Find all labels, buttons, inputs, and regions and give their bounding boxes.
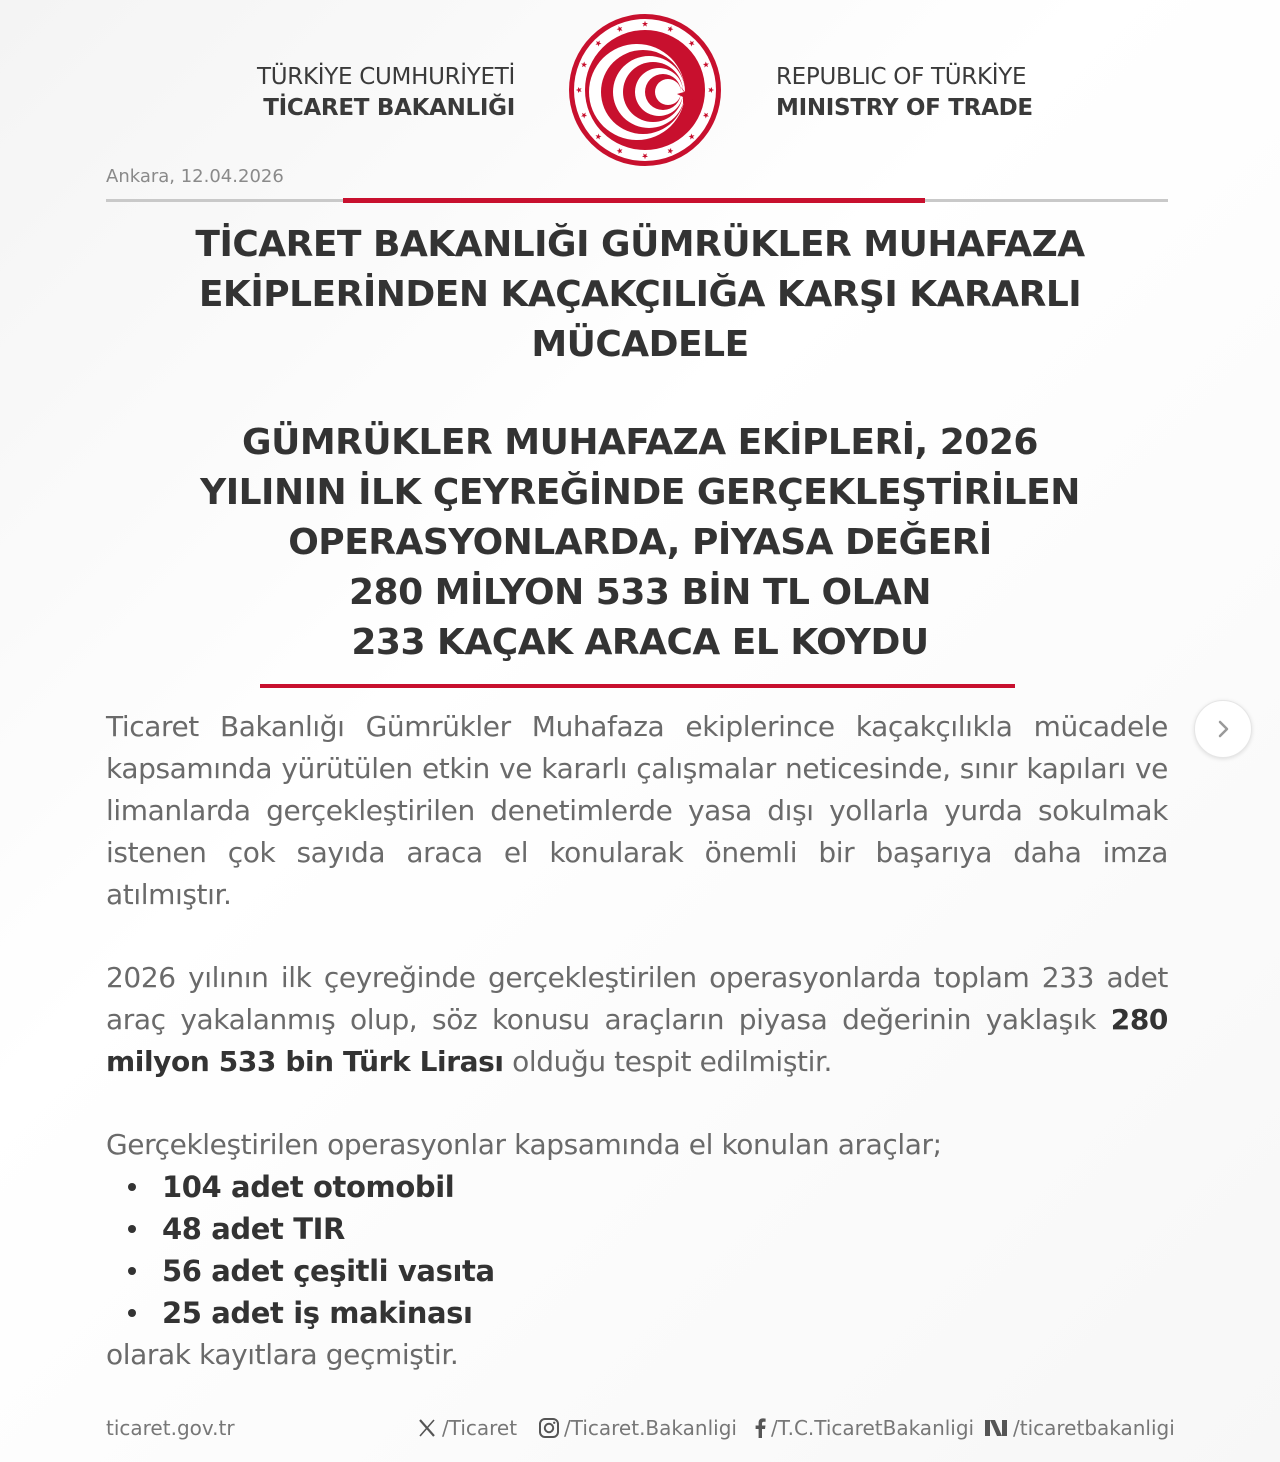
nsosyal-handle: /ticaretbakanligi <box>1013 1416 1175 1440</box>
footer <box>0 1410 1280 1450</box>
x-handle: /Ticaret <box>442 1416 518 1440</box>
body-paragraph-3: Gerçekleştirilen operasyonlar kapsamında el konulan araçlar; <box>106 1128 942 1161</box>
list-item-text: 104 adet otomobil <box>162 1170 455 1204</box>
header-english <box>776 62 1116 124</box>
next-slide-button[interactable] <box>1194 700 1252 758</box>
list-item <box>128 1166 495 1208</box>
list-item-text: 56 adet çeşitli vasıta <box>162 1254 495 1288</box>
subtitle-line: YILININ İLK ÇEYREĞİNDE GERÇEKLEŞTİRİLEN <box>200 472 1080 513</box>
ministry-emblem-icon <box>567 12 723 168</box>
header-right-line1: REPUBLIC OF TÜRKİYE <box>776 64 1027 90</box>
body-paragraph-1: Ticaret Bakanlığı Gümrükler Muhafaza ekiplerince kaçakçılıkla mücadele kapsamında yürütülen etkin ve kararlı çalışmalar neticesinde, sınır kapıları ve limanlarda gerçekleştirilen denetimlerde yasa dışı yollarla yurda sokulmak istenen çok sayıda araca el konularak önemli bir başarıya daha imza atılmıştır. <box>106 710 1168 911</box>
list-item <box>128 1292 495 1334</box>
subtitle-line: 280 MİLYON 533 BİN TL OLAN <box>348 572 932 613</box>
vehicle-list <box>128 1166 495 1334</box>
page-title: TİCARET BAKANLIĞI GÜMRÜKLER MUHAFAZA EKİPLERİNDEN KAÇAKÇILIĞA KARŞI KARARLI MÜCADELE <box>195 224 1085 365</box>
bullet-icon <box>128 1225 136 1233</box>
subtitle-line: GÜMRÜKLER MUHAFAZA EKİPLERİ, 2026 <box>242 422 1038 463</box>
header-left-line2: TİCARET BAKANLIĞI <box>263 95 515 121</box>
subtitle <box>110 418 1170 668</box>
nsosyal-icon <box>983 1418 1009 1438</box>
release-date: Ankara, 12.04.2026 <box>106 166 284 187</box>
facebook-icon <box>753 1417 767 1439</box>
subtitle-line: 233 KAÇAK ARACA EL KOYDU <box>351 622 929 663</box>
paragraph2-amount: 280 milyon 533 bin Türk Lirası <box>106 1003 1168 1078</box>
facebook-handle: /T.C.TicaretBakanligi <box>771 1416 975 1440</box>
instagram-link[interactable] <box>538 1416 737 1440</box>
list-item-text: 25 adet iş makinası <box>162 1296 473 1330</box>
header-right-line2: MINISTRY OF TRADE <box>776 95 1033 121</box>
facebook-link[interactable] <box>753 1416 974 1440</box>
body-paragraph-2 <box>106 957 1168 1083</box>
nsosyal-link[interactable] <box>983 1416 1175 1440</box>
bullet-icon <box>128 1267 136 1275</box>
paragraph2-end: olduğu tespit edilmiştir. <box>503 1045 833 1078</box>
header-left-line1: TÜRKİYE CUMHURİYETİ <box>257 64 515 90</box>
list-item-text: 48 adet TIR <box>162 1212 345 1246</box>
x-link[interactable] <box>416 1416 517 1440</box>
website-link[interactable]: ticaret.gov.tr <box>106 1416 235 1440</box>
chevron-right-icon <box>1213 719 1233 739</box>
x-icon <box>416 1417 438 1439</box>
list-item <box>128 1250 495 1292</box>
paragraph2-start: 2026 yılının ilk çeyreğinde gerçekleştirilen operasyonlarda toplam 233 adet araç yakalanmış olup, söz konusu araçların piyasa değerinin yaklaşık <box>106 961 1168 1036</box>
instagram-handle: /Ticaret.Bakanligi <box>564 1416 737 1440</box>
title-divider <box>260 684 1015 688</box>
bullet-icon <box>128 1309 136 1317</box>
list-item <box>128 1208 495 1250</box>
header-turkish <box>190 62 515 124</box>
closing-text: olarak kayıtlara geçmiştir. <box>106 1338 459 1371</box>
subtitle-line: OPERASYONLARDA, PİYASA DEĞERİ <box>288 522 992 563</box>
instagram-icon <box>538 1417 560 1439</box>
bullet-icon <box>128 1183 136 1191</box>
header-accent-divider <box>343 198 925 203</box>
